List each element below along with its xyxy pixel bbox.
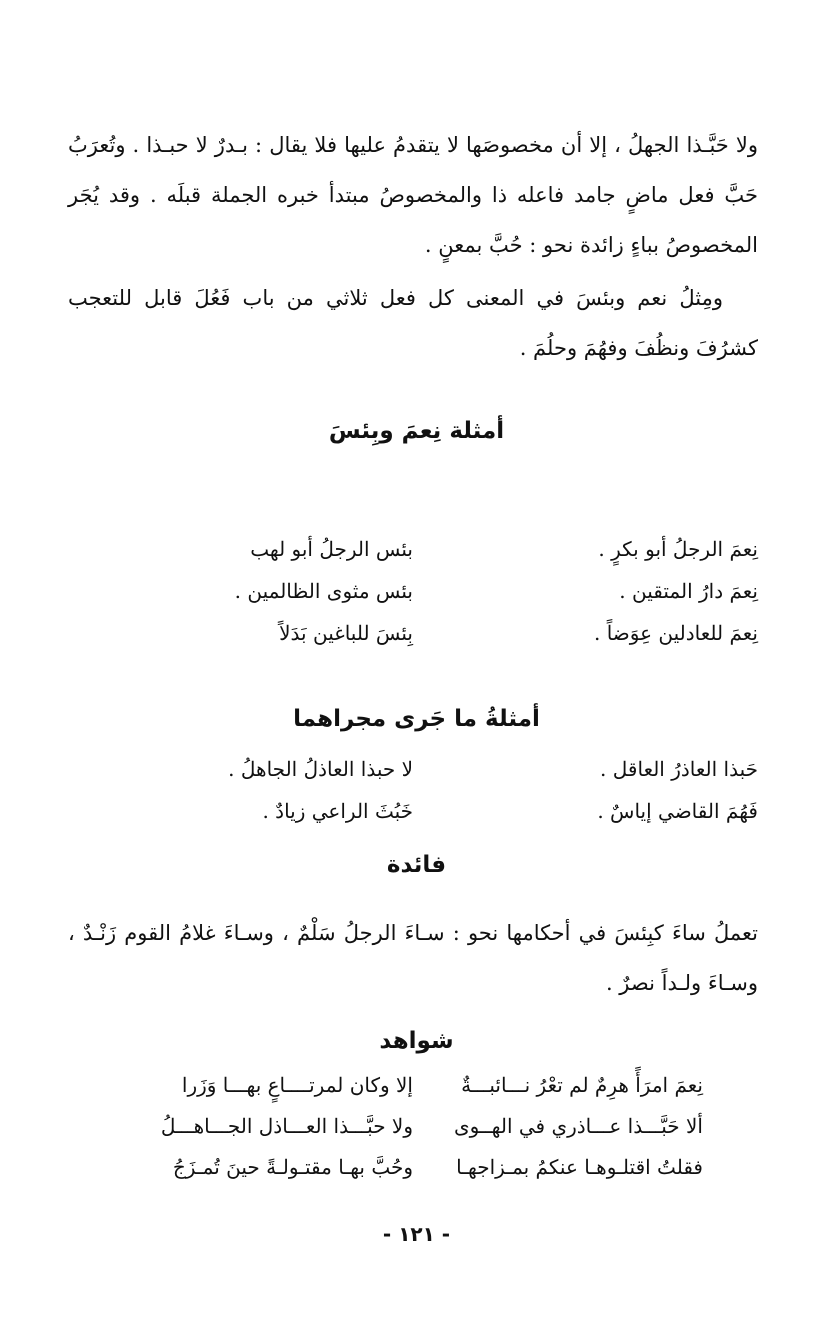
example-right: نِعمَ للعادلين عِوَضاً . [593, 621, 758, 645]
verse-first-hemistich: ألا حَبَّـــذا عـــاذري في الهــوى [453, 1113, 703, 1138]
intro-paragraph-1 [68, 120, 758, 270]
example-left: خَبُثَ الراعي زيادٌ . [262, 799, 413, 823]
example-right: نِعمَ الرجلُ أبو بكرٍ . [598, 537, 758, 561]
example-right: حَبذا العاذرُ العاقل . [600, 757, 758, 781]
note-paragraph [68, 908, 758, 1008]
example-left: بئس الرجلُ أبو لهب [250, 537, 413, 561]
section-title-evidence: شواهد [379, 1028, 454, 1054]
example-right: نِعمَ دارُ المتقين . [619, 579, 758, 603]
example-left: بِئسَ للباغين بَدَلاً [279, 621, 413, 645]
intro-text-1: ولا حَبَّـذا الجهلُ ، إلا أن مخصوصَها لا يتقدمُ عليها فلا يقال : بـدرٌ لا حبـذا . وتُعرَبُ حَبَّ فعل ماضٍ جامد فاعله ذا والمخصوصُ مبتدأ خبره الجملة قبلَه . وقد يُجَر المخصوصُ بباءٍ زائدة نحو : حُبَّ بمعنٍ . [68, 133, 758, 257]
example-left: بئس مثوى الظالمين . [234, 579, 413, 603]
examples-grid-2 [68, 748, 758, 832]
section-title-note: فائدة [386, 852, 447, 878]
example-right: فَهُمَ القاضي إياسٌ . [597, 799, 758, 823]
example-row [68, 790, 758, 832]
verse-row [123, 1064, 703, 1105]
poetry-verses [123, 1064, 703, 1187]
example-left: لا حبذا العاذلُ الجاهلُ . [228, 757, 413, 781]
verse-row [123, 1146, 703, 1187]
verse-first-hemistich: نِعمَ امرَأً هرِمٌ لم تعْرُ نـــائبـــةٌ [461, 1072, 703, 1097]
verse-first-hemistich: فقلتُ اقتلـوهـا عنكمُ بمـزاجهـا [456, 1154, 703, 1179]
example-row [68, 570, 758, 612]
verse-second-hemistich: وحُبَّ بهـا مقتـولـةً حينَ تُمـزَجُ [172, 1154, 413, 1179]
examples-grid-1 [68, 528, 758, 654]
example-row [68, 748, 758, 790]
note-text: تعملُ ساءَ كبِئسَ في أحكامها نحو : سـاءَ الرجلُ سَلْمٌ ، وسـاءَ غلامُ القوم زَنْـدٌ ، وسـاءَ ولـداً نصرٌ . [68, 921, 758, 995]
verse-row [123, 1105, 703, 1146]
example-row [68, 528, 758, 570]
section-title-examples-nima-bisa: أمثلة نِعمَ وبِئسَ [328, 418, 505, 444]
intro-text-2: ومِثلُ نعم وبئسَ في المعنى كل فعل ثلاثي من باب فَعُلَ قابل للتعجب كشرُفَ ونظُفَ وفهُمَ وحلُمَ . [68, 286, 758, 360]
verse-second-hemistich: ولا حبَّـــذا العـــاذل الجـــاهـــلُ [160, 1113, 413, 1138]
intro-paragraph-2 [68, 273, 758, 373]
section-title-similar-examples: أمثلةُ ما جَرى مجراهما [293, 706, 540, 732]
page-number: - ١٢١ - [382, 1222, 451, 1246]
verse-second-hemistich: إلا وكان لمرتــــاعٍ بهـــا وَزَرا [181, 1072, 413, 1097]
example-row [68, 612, 758, 654]
